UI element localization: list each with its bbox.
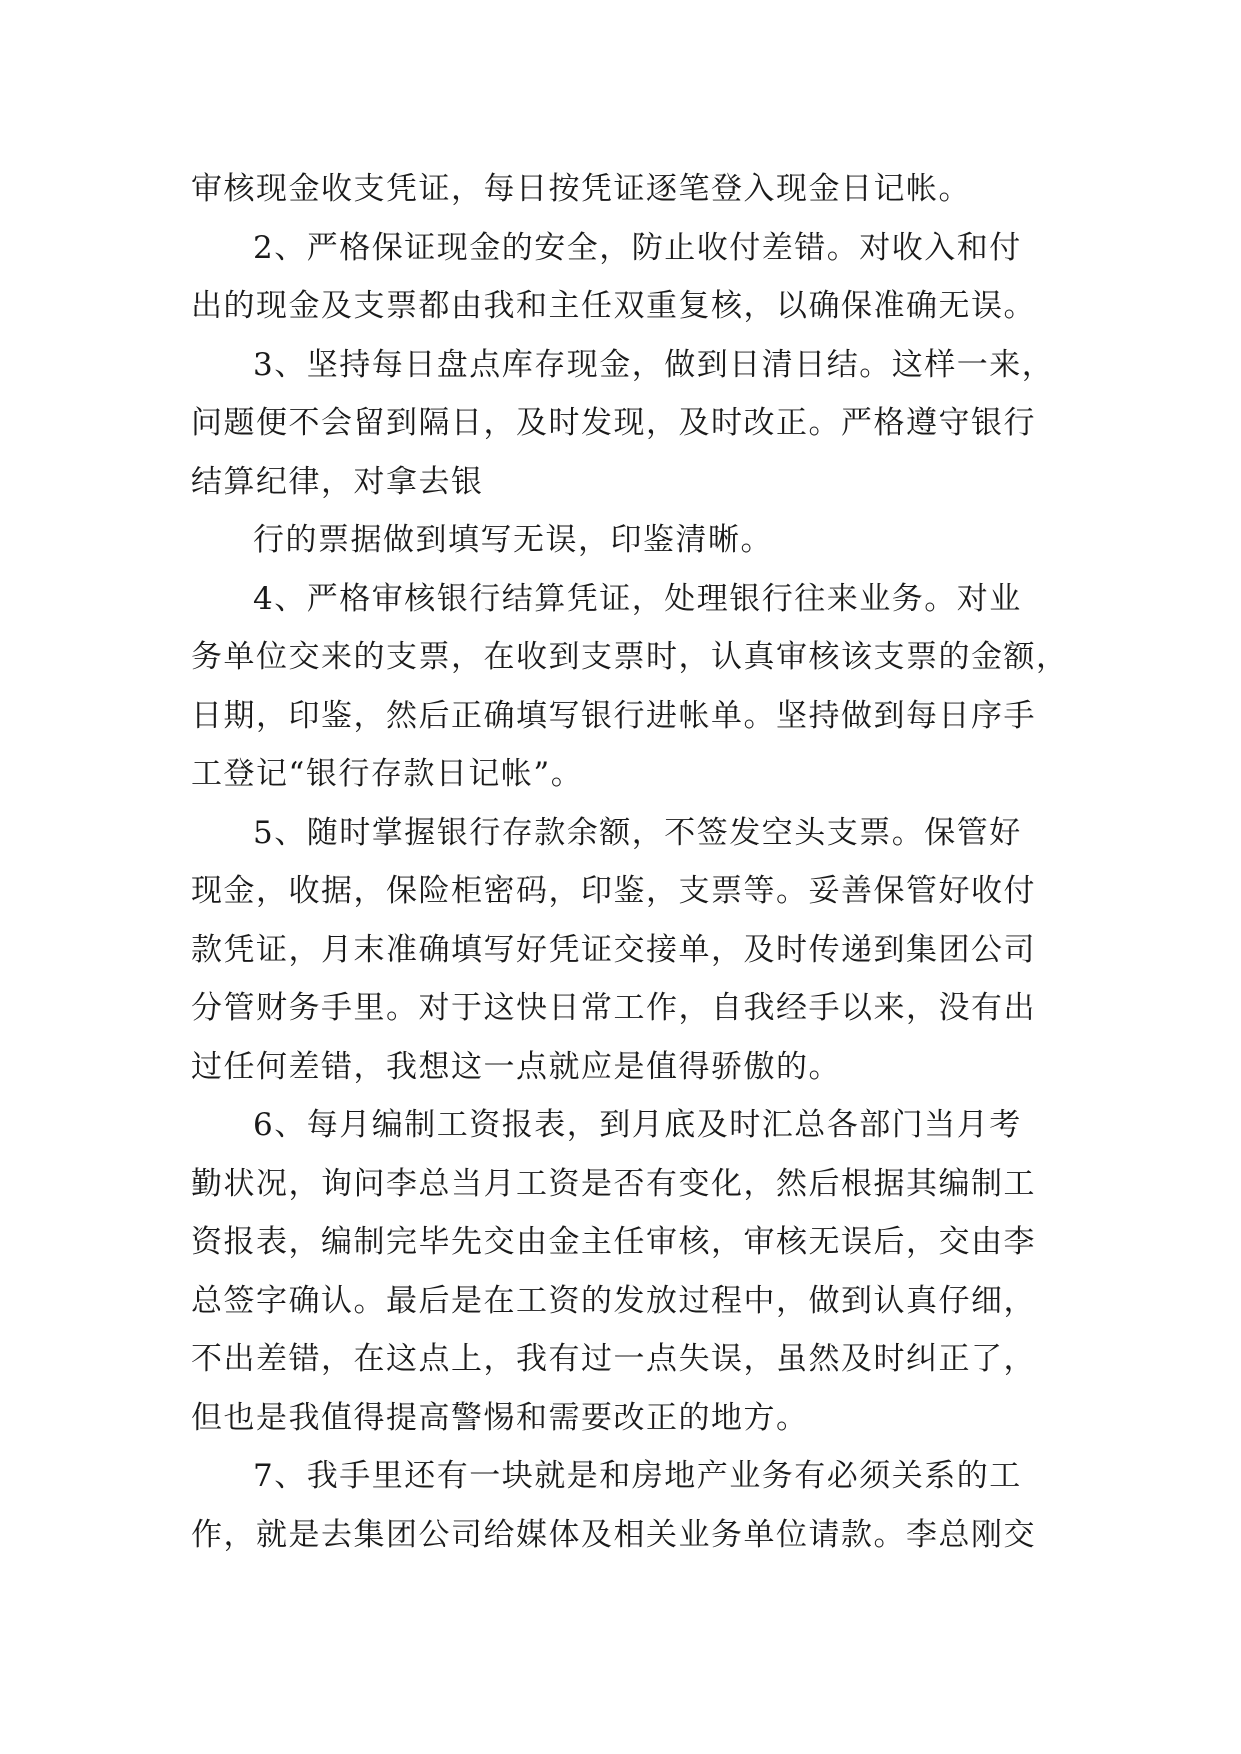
- text-line: 作，就是去集团公司给媒体及相关业务单位请款。李总刚交: [191, 1516, 1036, 1553]
- text-line: 工登记“银行存款日记帐”。: [191, 756, 584, 792]
- text-line: 现金，收据，保险柜密码，印鉴，支票等。妥善保管好收付: [191, 873, 1036, 909]
- text-line: 不出差错，在这点上，我有过一点失误，虽然及时纠正了，: [191, 1341, 1036, 1377]
- text-line: 务单位交来的支票，在收到支票时，认真审核该支票的金额，: [191, 639, 1069, 675]
- text-line: 款凭证，月末准确填写好凭证交接单，及时传递到集团公司: [191, 931, 1036, 968]
- text-line: 资报表，编制完毕先交由金主任审核，审核无误后，交由李: [191, 1224, 1036, 1260]
- text-line: 分管财务手里。对于这快日常工作，自我经手以来，没有出: [191, 990, 1036, 1026]
- text-line: 出的现金及支票都由我和主任双重复核，以确保准确无误。: [191, 288, 1036, 324]
- text-line: 问题便不会留到隔日，及时发现，及时改正。严格遵守银行: [191, 405, 1036, 441]
- text-line: 7、我手里还有一块就是和房地产业务有必须关系的工: [253, 1458, 1022, 1494]
- text-line: 2、严格保证现金的安全，防止收付差错。对收入和付: [253, 229, 1022, 266]
- text-line: 3、坚持每日盘点库存现金，做到日清日结。这样一来，: [253, 346, 1055, 383]
- text-line: 行的票据做到填写无误，印鉴清晰。: [253, 522, 773, 558]
- text-line: 日期，印鉴，然后正确填写银行进帐单。坚持做到每日序手: [191, 697, 1036, 734]
- text-line: 勤状况，询问李总当月工资是否有变化，然后根据其编制工: [191, 1165, 1036, 1202]
- text-line: 结算纪律，对拿去银: [191, 463, 484, 500]
- text-line: 6、每月编制工资报表，到月底及时汇总各部门当月考: [253, 1107, 1022, 1143]
- text-line: 但也是我值得提高警惕和需要改正的地方。: [191, 1399, 809, 1436]
- text-line: 审核现金收支凭证，每日按凭证逐笔登入现金日记帐。: [191, 171, 971, 207]
- text-line: 总签字确认。最后是在工资的发放过程中，做到认真仔细，: [191, 1282, 1036, 1319]
- text-line: 4、严格审核银行结算凭证，处理银行往来业务。对业: [253, 580, 1022, 617]
- document-body: [191, 160, 1069, 1564]
- text-line: 过任何差错，我想这一点就应是值得骄傲的。: [191, 1048, 841, 1085]
- text-line: 5、随时掌握银行存款余额，不签发空头支票。保管好: [253, 814, 1022, 851]
